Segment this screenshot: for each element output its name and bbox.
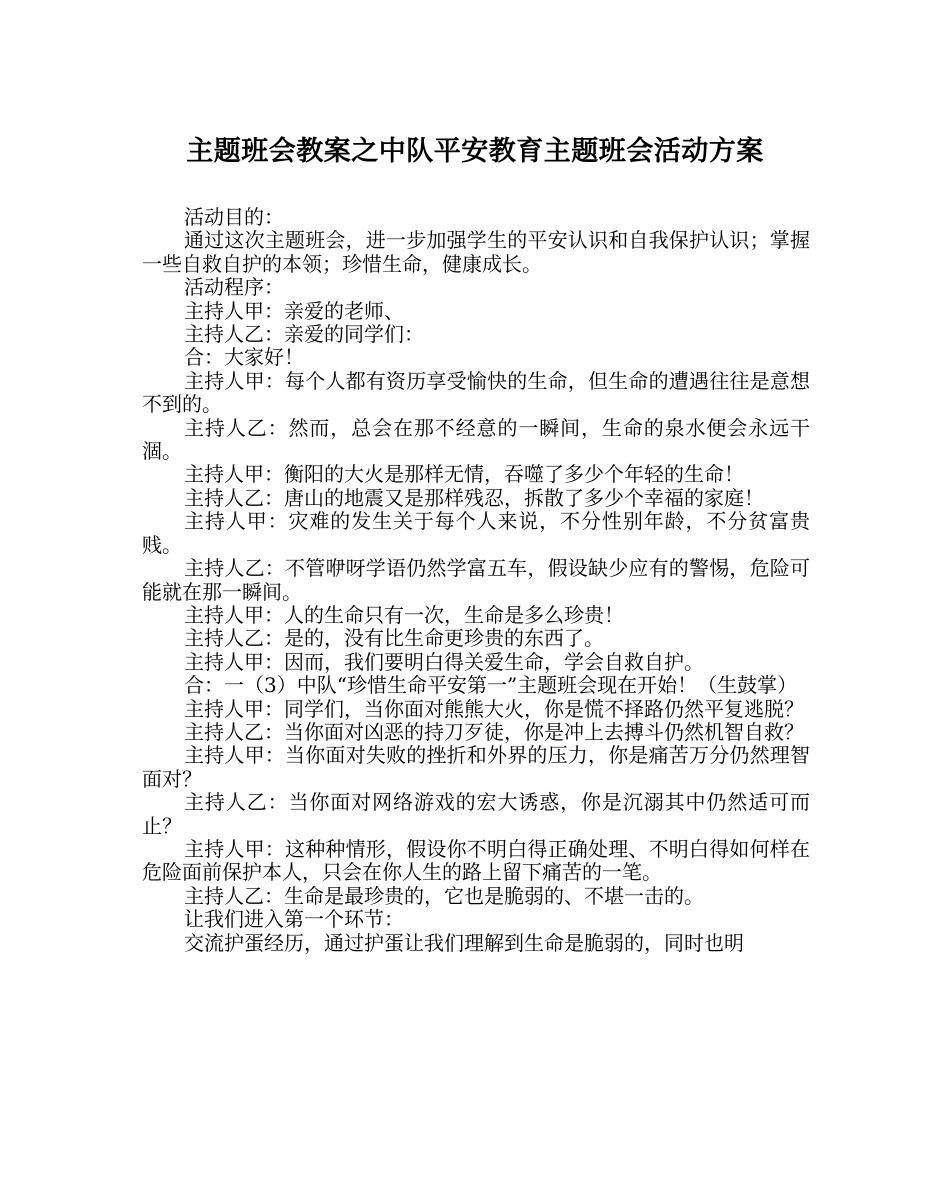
paragraph: 主持人乙：亲爱的同学们： [184,322,424,347]
document-body [142,206,810,955]
paragraph: 主持人乙：当你面对凶恶的持刀歹徒，你是冲上去搏斗仍然机智自救？ [184,719,804,744]
paragraph: 主持人乙：唐山的地震又是那样残忍，拆散了多少个幸福的家庭！ [184,485,764,510]
paragraph: 主持人甲：这种种情形，假设你不明白得正确处理、不明白得如何样在危险面前保护本人，只会在你人生的路上留下痛苦的一笔。 [142,836,810,885]
paragraph: 交流护蛋经历，通过护蛋让我们理解到生命是脆弱的，同时也明 [184,930,744,955]
paragraph: 主持人乙：当你面对网络游戏的宏大诱惑，你是沉溺其中仍然适可而止？ [142,790,810,838]
paragraph: 主持人甲：同学们，当你面对熊熊大火，你是慌不择路仍然平复逃脱？ [184,696,804,721]
paragraph: 主持人甲：衡阳的大火是那样无情，吞噬了多少个年轻的生命！ [184,462,744,487]
paragraph: 主持人甲：灾难的发生关于每个人来说，不分性别年龄，不分贫富贵贱。 [142,509,810,557]
paragraph: 主持人乙：是的，没有比生命更珍贵的东西了。 [184,626,604,651]
paragraph: 主持人乙：不管咿呀学语仍然学富五车，假设缺少应有的警惕，危险可能就在那一瞬间。 [142,556,810,604]
paragraph: 通过这次主题班会，进一步加强学生的平安认识和自我保护认识；掌握一些自救自护的本领；珍惜生命，健康成长。 [142,228,810,276]
paragraph: 合：大家好！ [184,345,304,370]
paragraph: 主持人乙：生命是最珍贵的，它也是脆弱的、不堪一击的。 [184,883,704,908]
paragraph: 让我们进入第一个环节： [184,907,404,932]
paragraph: 活动程序： [184,275,284,300]
paragraph: 主持人甲：亲爱的老师、 [184,298,404,323]
document-title: 主题班会教案之中队平安教育主题班会活动方案 [186,136,764,167]
paragraph: 主持人甲：人的生命只有一次，生命是多么珍贵！ [184,602,624,627]
paragraph: 主持人乙：然而，总会在那不经意的一瞬间，生命的泉水便会永远干涸。 [142,415,810,464]
paragraph: 主持人甲：因而，我们要明白得关爱生命，学会自救自护。 [184,649,704,674]
paragraph: 主持人甲：每个人都有资历享受愉快的生命，但生命的遭遇往往是意想不到的。 [142,368,810,417]
paragraph: 活动目的： [184,205,284,229]
paragraph: 合：一（3）中队“珍惜生命平安第一”主题班会现在开始！（生鼓掌） [184,673,798,698]
paragraph: 主持人甲：当你面对失败的挫折和外界的压力，你是痛苦万分仍然理智面对？ [142,743,810,791]
